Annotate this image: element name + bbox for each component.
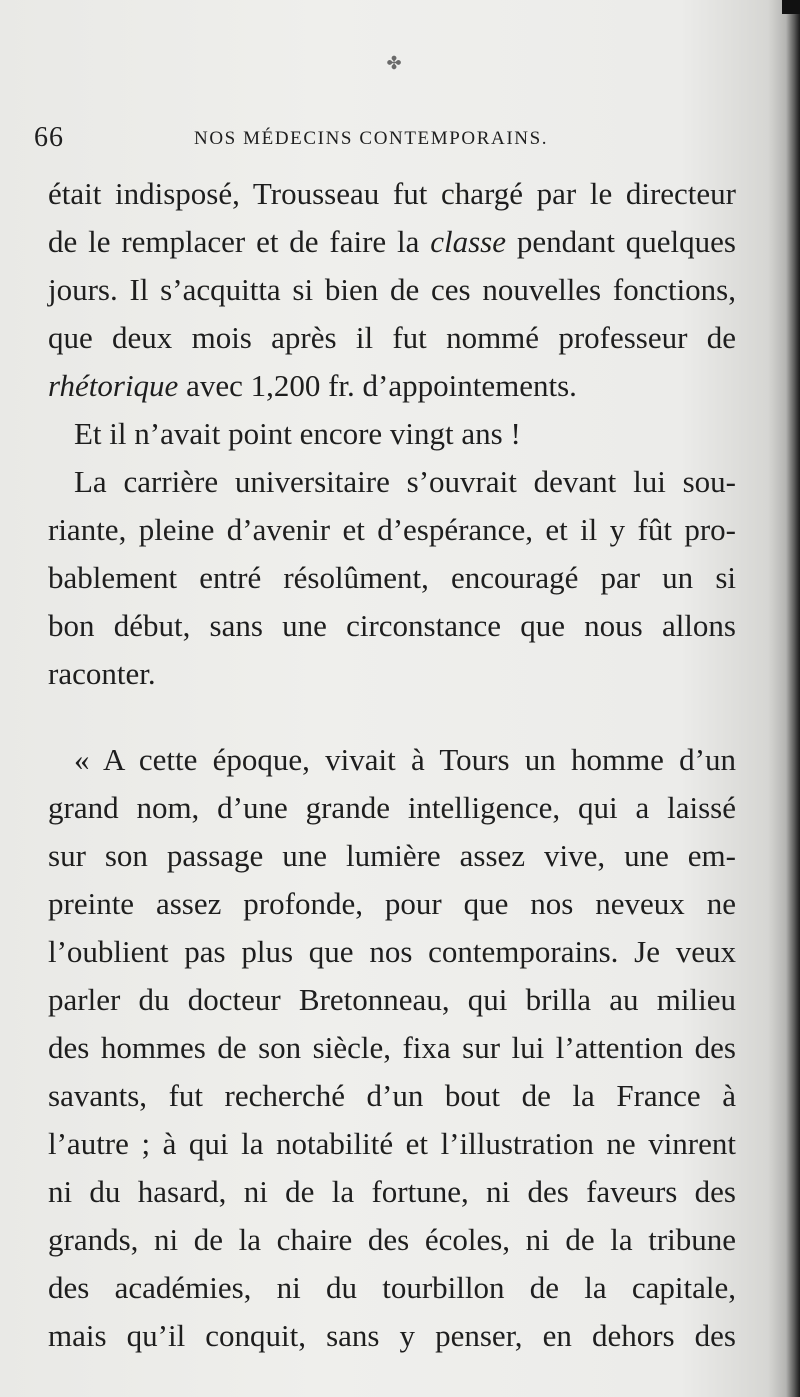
paragraph-2 xyxy=(48,410,736,458)
page-number: 66 xyxy=(34,122,64,153)
text-line: raconter. xyxy=(48,656,156,691)
text-line: l’autre ; à qui la notabilité et l’illustration ne vinrent xyxy=(48,1126,736,1161)
text-line: preinte assez profonde, pour que nos neveux ne xyxy=(48,886,736,921)
text-span: pendant quelques xyxy=(516,224,736,259)
text-line: des académies, ni du tourbillon de la capitale, xyxy=(48,1270,736,1305)
italic-word: rhétorique xyxy=(48,368,179,403)
text-line: mais qu’il conquit, sans y penser, en dehors des xyxy=(48,1318,736,1353)
running-title: NOS MÉDECINS CONTEMPORAINS. xyxy=(194,128,549,149)
paragraph-3 xyxy=(48,458,736,698)
text-line: grand nom, d’une grande intelligence, qui a laissé xyxy=(48,790,736,825)
text-line: Et il n’avait point encore vingt ans ! xyxy=(74,416,521,451)
text-line: La carrière universitaire s’ouvrait devant lui sou- xyxy=(74,464,736,499)
paragraph-4-quotation xyxy=(48,736,736,1360)
text-line: jours. Il s’acquitta si bien de ces nouvelles fonctions, xyxy=(48,272,736,307)
text-line: parler du docteur Bretonneau, qui brilla au milieu xyxy=(48,982,736,1017)
text-line xyxy=(48,362,736,410)
page-body xyxy=(48,170,736,1360)
italic-word: classe xyxy=(430,224,506,259)
text-line: riante, pleine d’avenir et d’espérance, et il y fût pro- xyxy=(48,512,736,547)
text-line: que deux mois après il fut nommé professeur de xyxy=(48,320,736,355)
text-line: bablement entré résolûment, encouragé par un si xyxy=(48,560,736,595)
text-line: « A cette époque, vivait à Tours un homme d’un xyxy=(74,742,736,777)
corner-mark xyxy=(782,0,800,14)
text-line: ni du hasard, ni de la fortune, ni des faveurs des xyxy=(48,1174,736,1209)
text-span: de le remplacer et de faire la xyxy=(48,224,420,259)
text-line: était indisposé, Trousseau fut chargé par le directeur xyxy=(48,176,736,211)
text-line: bon début, sans une circonstance que nous allons xyxy=(48,608,736,643)
text-line: l’oublient pas plus que nos contemporains. Je veux xyxy=(48,934,736,969)
text-line: sur son passage une lumière assez vive, une em- xyxy=(48,838,736,873)
paragraph-1 xyxy=(48,170,736,410)
text-line: savants, fut recherché d’un bout de la France à xyxy=(48,1078,736,1113)
text-line: des hommes de son siècle, fixa sur lui l’attention des xyxy=(48,1030,736,1065)
ornament-icon: ✤ xyxy=(386,53,402,73)
page-binding-shadow xyxy=(786,0,800,1397)
text-span: avec 1,200 fr. d’appointements. xyxy=(186,368,577,403)
running-header xyxy=(34,122,734,156)
text-line: grands, ni de la chaire des écoles, ni de la tribune xyxy=(48,1222,736,1257)
text-line xyxy=(48,218,736,266)
